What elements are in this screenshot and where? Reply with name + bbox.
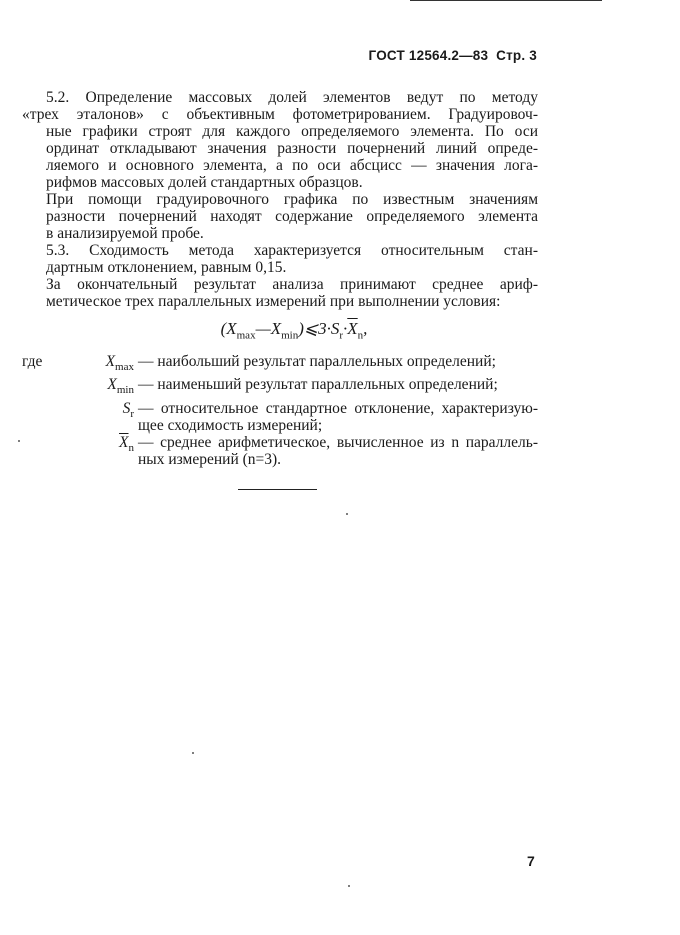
definition-xmin: $X_{min}$ — наименьший результат параллельных определений; (107, 376, 498, 397)
definition-sr: $S_r$ — относительное стандартное отклонение, характеризую- щее сходимость измерений; (122, 399, 538, 434)
text-line: За окончательный результат анализа принимают среднее ариф- (46, 276, 538, 293)
text-line: 5.3. Сходимость метода характеризуется относительным стан- (46, 242, 538, 259)
top-rule (410, 0, 602, 1)
definition-xn: $\overline{X}_n$ — среднее арифметическое, вычисленное из n параллель- ных измерений (n=3). (119, 433, 538, 468)
paragraph-5-2 (22, 89, 538, 191)
text-line: в анализируемой пробе. (46, 225, 204, 242)
definition-xmax: где $X_{max}$ — наибольший результат параллельных определений; (22, 353, 496, 374)
where-label: где (22, 353, 43, 371)
text-line: метическое трех параллельных измерений при выполнении условия: (46, 293, 501, 310)
paragraph-5-3-result (22, 276, 538, 310)
paragraph-5-3 (22, 242, 538, 276)
text-line: ляемого и основного элемента, а по оси абсцисс — значения лога- (46, 157, 538, 174)
standard-number: ГОСТ 12564.2—83 (368, 48, 489, 63)
scan-speck (18, 440, 20, 442)
section-end-rule (238, 489, 317, 490)
symbol-definitions (22, 353, 538, 467)
text-line: 5.2. Определение массовых долей элементов ведут по методу (46, 89, 538, 106)
text-line: рифмов массовых долей стандартных образцов. (46, 174, 363, 191)
text-line: ные графики строят для каждого определяемого элемента. По оси (46, 123, 538, 140)
text-line: разности почернений находят содержание определяемого элемента (46, 208, 538, 225)
scan-speck (346, 513, 348, 515)
paragraph-5-2-calibration (22, 191, 538, 242)
convergence-formula: $(X_{max}—X_{min})⩽3\cdot S_r\cdot\overline{X}_n$, (220, 319, 368, 342)
page-number: 7 (527, 853, 535, 869)
page-reference: Стр. 3 (496, 48, 537, 63)
document-body (22, 89, 538, 468)
scan-speck (348, 885, 350, 887)
text-line: ординат откладывают значения разности почернений линий опреде- (46, 140, 538, 157)
scan-speck (192, 752, 194, 754)
text-line: «трех эталонов» с объективным фотометрированием. Градуировоч- (22, 106, 538, 123)
page-header (369, 48, 537, 63)
text-line: дартным отклонением, равным 0,15. (46, 259, 287, 276)
text-line: При помощи градуировочного графика по известным значениям (46, 191, 538, 208)
